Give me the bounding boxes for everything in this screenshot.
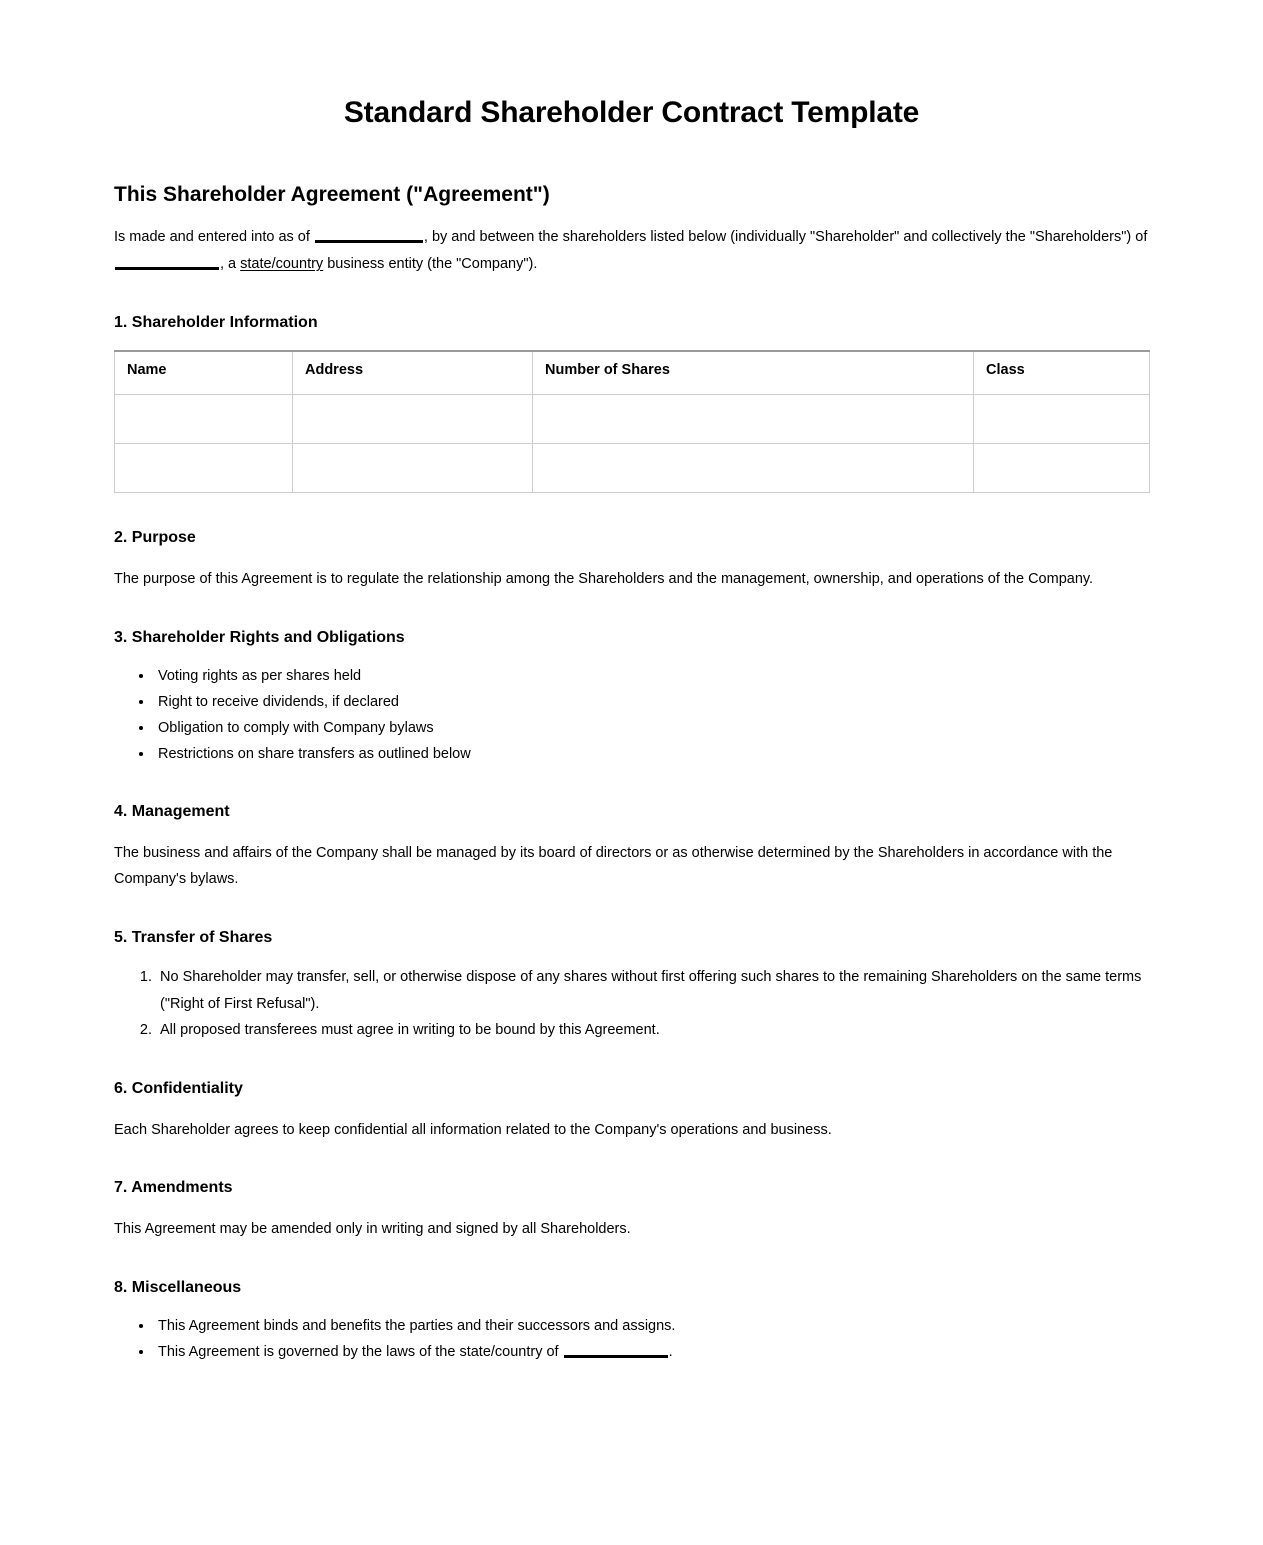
column-header-class: Class — [974, 351, 1150, 395]
rights-and-obligations-list — [114, 663, 1149, 767]
column-header-number-of-shares: Number of Shares — [533, 351, 974, 395]
table-header-row — [115, 351, 1150, 395]
page-title: Standard Shareholder Contract Template — [343, 96, 920, 129]
table-row — [115, 444, 1150, 493]
section-heading-amendments: 7. Amendments — [114, 1179, 233, 1197]
state-country-term: state/country — [240, 256, 324, 273]
confidentiality-paragraph: Each Shareholder agrees to keep confidential all information related to the Company's operations and business. — [114, 1121, 832, 1138]
list-item: • Restrictions on share transfers as outlined below — [154, 741, 1149, 767]
section-heading-transfer-of-shares: 5. Transfer of Shares — [114, 929, 273, 947]
section-heading-management: 4. Management — [114, 803, 230, 821]
intro-paragraph — [114, 224, 1149, 278]
cell-name[interactable] — [115, 395, 293, 444]
cell-number-of-shares[interactable] — [533, 395, 974, 444]
cell-class[interactable] — [974, 444, 1150, 493]
table-header — [115, 351, 1150, 395]
table-body — [115, 395, 1150, 493]
column-header-address: Address — [293, 351, 533, 395]
governing-law-period: . — [668, 1344, 673, 1361]
list-item: • Right to receive dividends, if declared — [154, 689, 1149, 715]
transfer-of-shares-list — [114, 964, 1149, 1044]
cell-number-of-shares[interactable] — [533, 444, 974, 493]
cell-name[interactable] — [115, 444, 293, 493]
list-item: • Obligation to comply with Company bylaws — [154, 715, 1149, 741]
cell-class[interactable] — [974, 395, 1150, 444]
amendments-paragraph: This Agreement may be amended only in writing and signed by all Shareholders. — [114, 1220, 631, 1237]
miscellaneous-list — [114, 1313, 1149, 1365]
intro-text-part1: Is made and entered into as of — [114, 229, 314, 246]
column-header-name: Name — [115, 351, 293, 395]
section-heading-shareholder-information: 1. Shareholder Information — [114, 313, 318, 331]
intro-text-part4: business entity (the "Company"). — [323, 256, 538, 273]
document-body — [114, 181, 1149, 1365]
list-item: • Voting rights as per shares held — [154, 663, 1149, 689]
date-blank-field[interactable] — [315, 240, 423, 243]
section-heading-confidentiality: 6. Confidentiality — [114, 1080, 243, 1098]
section-heading-miscellaneous: 8. Miscellaneous — [114, 1278, 242, 1296]
section-heading-rights-and-obligations: 3. Shareholder Rights and Obligations — [114, 628, 405, 646]
list-item: • This Agreement binds and benefits the parties and their successors and assigns. — [154, 1313, 1149, 1339]
list-item: 2. All proposed transferees must agree in writing to be bound by this Agreement. — [156, 1017, 1149, 1044]
governing-law-blank-field[interactable] — [564, 1355, 668, 1358]
shareholder-information-table — [114, 350, 1150, 493]
management-paragraph: The business and affairs of the Company shall be managed by its board of directors or as otherwise determined by the Shareholders in accordance with the Company's bylaws. — [114, 844, 1113, 888]
agreement-heading: This Shareholder Agreement ("Agreement") — [114, 183, 550, 206]
intro-text-part3: , a — [220, 256, 241, 273]
cell-address[interactable] — [293, 395, 533, 444]
list-item: 1. No Shareholder may transfer, sell, or otherwise dispose of any shares without first offering such shares to the remaining Shareholders on the same terms ("Right of First Refusal"). — [156, 964, 1149, 1018]
purpose-paragraph: The purpose of this Agreement is to regulate the relationship among the Shareholders and the management, ownership, and operations of the Company. — [114, 570, 1094, 587]
entity-blank-field[interactable] — [115, 267, 219, 270]
governing-law-text: This Agreement is governed by the laws of the state/country of — [158, 1344, 563, 1361]
list-item — [154, 1339, 1149, 1365]
intro-text-part2: , by and between the shareholders listed below (individually "Shareholder" and collectively the "Shareholders") of — [423, 229, 1148, 246]
table-row — [115, 395, 1150, 444]
cell-address[interactable] — [293, 444, 533, 493]
section-heading-purpose: 2. Purpose — [114, 529, 196, 547]
